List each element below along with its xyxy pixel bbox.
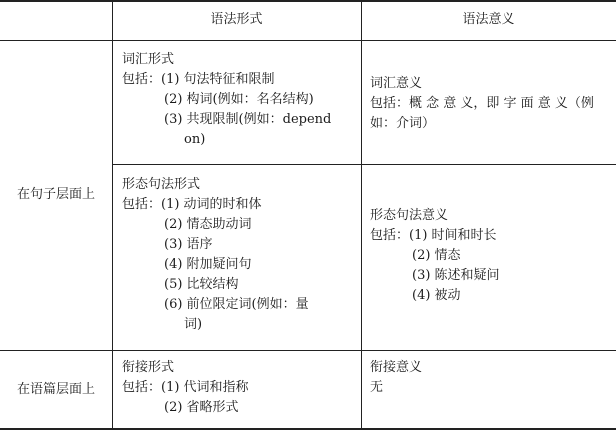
cohesion-meaning-cell xyxy=(370,358,422,398)
morpho-form-line: (3) 语序 xyxy=(164,237,213,252)
morpho-form-line: 包括：(1) 动词的时和体 xyxy=(122,197,262,212)
morpho-form-line: (4) 附加疑问句 xyxy=(164,257,252,272)
morpho-form-cell xyxy=(122,175,309,335)
cohesion-form-cell xyxy=(122,358,249,418)
morpho-meaning-line: 包括：(1) 时间和时长 xyxy=(370,228,497,243)
morpho-form-line: 词) xyxy=(184,317,203,332)
morpho-form-line: (2) 情态助动词 xyxy=(164,217,252,232)
morpho-meaning-line: (3) 陈述和疑问 xyxy=(412,268,500,283)
morpho-meaning-title: 形态句法意义 xyxy=(370,208,449,223)
lexical-meaning-line: 包括：概 念 意 义，即 字 面 意 义（例 xyxy=(370,96,594,111)
morpho-meaning-line: (4) 被动 xyxy=(412,288,461,303)
morpho-form-title: 形态句法形式 xyxy=(122,177,201,192)
morpho-meaning-line: (2) 情态 xyxy=(412,248,461,263)
rule-header-bottom xyxy=(0,40,616,41)
header-meaning: 语法意义 xyxy=(462,12,515,27)
rule-bottom xyxy=(0,428,616,430)
lexical-form-line: (2) 构词(例如：名名结构) xyxy=(164,92,314,107)
lexical-meaning-cell xyxy=(370,74,594,134)
lexical-form-cell xyxy=(122,50,331,150)
rule-sentence-bottom xyxy=(0,350,616,351)
morpho-form-line: (5) 比较结构 xyxy=(164,277,239,292)
rule-lexical-bottom xyxy=(112,164,616,165)
cohesion-meaning-title: 衔接意义 xyxy=(370,360,423,375)
lexical-meaning-title: 词汇意义 xyxy=(370,76,423,91)
morpho-form-line: (6) 前位限定词(例如：量 xyxy=(164,297,309,312)
cohesion-form-title: 衔接形式 xyxy=(122,360,175,375)
lexical-form-line: on) xyxy=(184,132,206,147)
cohesion-form-line: (2) 省略形式 xyxy=(164,400,239,415)
lexical-form-line: 包括：(1) 句法特征和限制 xyxy=(122,72,275,87)
lexical-form-title: 词汇形式 xyxy=(122,52,175,67)
lexical-form-line: (3) 共现限制(例如：depend xyxy=(164,112,332,127)
header-form: 语法形式 xyxy=(210,12,263,27)
cohesion-meaning-line: 无 xyxy=(370,380,384,395)
lexical-meaning-line: 如：介词） xyxy=(370,116,436,131)
row-label-discourse: 在语篇层面上 xyxy=(16,382,95,397)
cohesion-form-line: 包括：(1) 代词和指称 xyxy=(122,380,249,395)
rule-col-2 xyxy=(361,0,362,430)
row-label-sentence: 在句子层面上 xyxy=(16,187,95,202)
morpho-meaning-cell xyxy=(370,206,500,306)
rule-col-1 xyxy=(112,0,113,430)
